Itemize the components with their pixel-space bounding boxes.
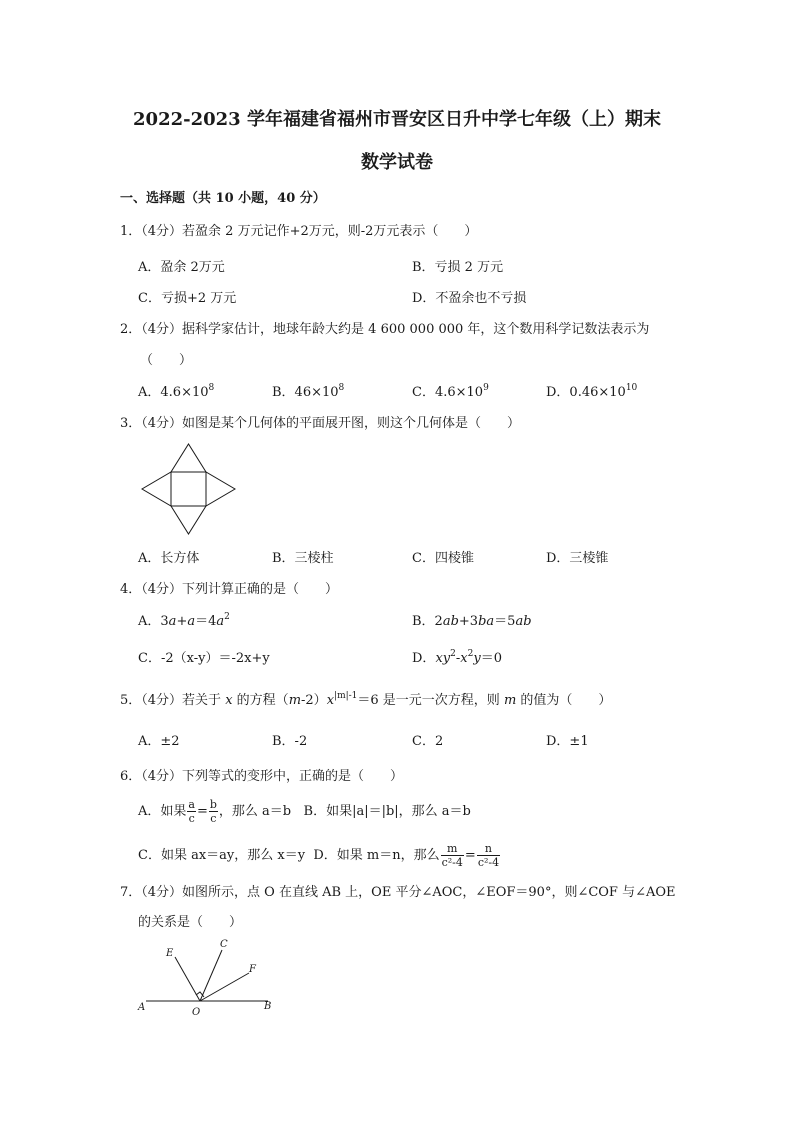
question-4-stem: 4．（4分）下列计算正确的是（ ） [120, 582, 339, 597]
q3-option-c: C．四棱锥 [412, 551, 474, 566]
label-e: E [166, 948, 174, 959]
label-b: B [264, 1001, 272, 1012]
q3-option-d: D．三棱锥 [546, 551, 609, 566]
fraction-m-over-c2-4: $\frac{m}{\text{c²-4}}$ [441, 842, 463, 869]
label-f: F [249, 964, 256, 975]
q4-option-d: D．$xy^2-x^2y=0$ [412, 649, 502, 666]
q4-option-a: A．$3a+a=4a^2$ [138, 612, 230, 629]
q5-option-a: A．±2 [138, 734, 180, 749]
question-3-stem: 3．（4分）如图是某个几何体的平面展开图，则这个几何体是（ ） [120, 416, 521, 431]
q1-option-a: A．盈余 2万元 [138, 260, 225, 275]
question-7-stem: 7．（4分）如图所示，点 O 在直线 AB 上，OE 平分∠AOC，∠EOF＝90°，则∠COF 与∠AOE [120, 885, 676, 900]
fraction-a-over-c: $\frac{a}{c}$ [188, 798, 195, 825]
pyramid-net-figure [140, 442, 240, 542]
label-c: C [220, 939, 228, 950]
q2-option-d: D．$0.46\times 10^{10}$ [546, 383, 638, 400]
q3-option-a: A．长方体 [138, 551, 200, 566]
q1-option-c: C．亏损+2 万元 [138, 291, 237, 306]
q5-option-b: B．-2 [272, 734, 308, 749]
q3-option-b: B．三棱柱 [272, 551, 334, 566]
q5-option-c: C．2 [412, 734, 444, 749]
question-7-stem-cont: 的关系是（ ） [138, 915, 243, 930]
question-6-stem: 6．（4分）下列等式的变形中，正确的是（ ） [120, 769, 404, 784]
q6-option-c-d: C．如果 ax＝ay，那么 x＝y D．如果 m＝n，那么 $\frac{m}{\text{c²-4}}$ = $\frac{n}{\text{c²-4}}$ [138, 842, 500, 869]
q1-option-d: D．不盈余也不亏损 [412, 291, 527, 306]
q2-option-c: C．$4.6\times 10^9$ [412, 383, 489, 400]
q2-option-a: A．$4.6\times 10^8$ [138, 383, 215, 400]
title-line-2: 数学试卷 [361, 152, 433, 173]
q1-option-b: B．亏损 2 万元 [412, 260, 504, 275]
q2-option-b: B．$46\times 10^8$ [272, 383, 345, 400]
label-o: O [192, 1007, 201, 1018]
fraction-b-over-c: $\frac{b}{c}$ [209, 798, 217, 825]
question-5-stem: 5．（4分）若关于 x 的方程$(m-2)x^{|m|-1}=6$ 是一元一次方程，则 m 的值为（ ） [120, 691, 612, 708]
q5-option-d: D．±1 [546, 734, 589, 749]
fraction-n-over-c2-4: $\frac{n}{\text{c²-4}}$ [477, 842, 500, 869]
q4-option-c: C．-2（x-y）＝-2x+y [138, 651, 270, 666]
angle-figure [132, 935, 282, 1020]
q4-option-b: B．2ab+3ba＝5ab [412, 614, 532, 629]
title-line-1: 2022-2023 学年福建省福州市晋安区日升中学七年级（上）期末 [133, 109, 661, 130]
q6-option-a-b: A．如果 $\frac{a}{c}$ = $\frac{b}{c}$ ，那么 a＝b B．如果|a|＝|b|，那么 a＝b [138, 798, 471, 825]
question-1-stem: 1．（4分）若盈余 2 万元记作+2万元，则-2万元表示（ ） [120, 224, 478, 239]
question-2-stem-cont: （ ） [140, 353, 193, 368]
label-a: A [138, 1002, 146, 1013]
section-heading: 一、选择题（共 10 小题，40 分） [120, 191, 326, 206]
question-2-stem: 2．（4分）据科学家估计，地球年龄大约是 4 600 000 000 年，这个数用科学记数法表示为 [120, 322, 650, 337]
